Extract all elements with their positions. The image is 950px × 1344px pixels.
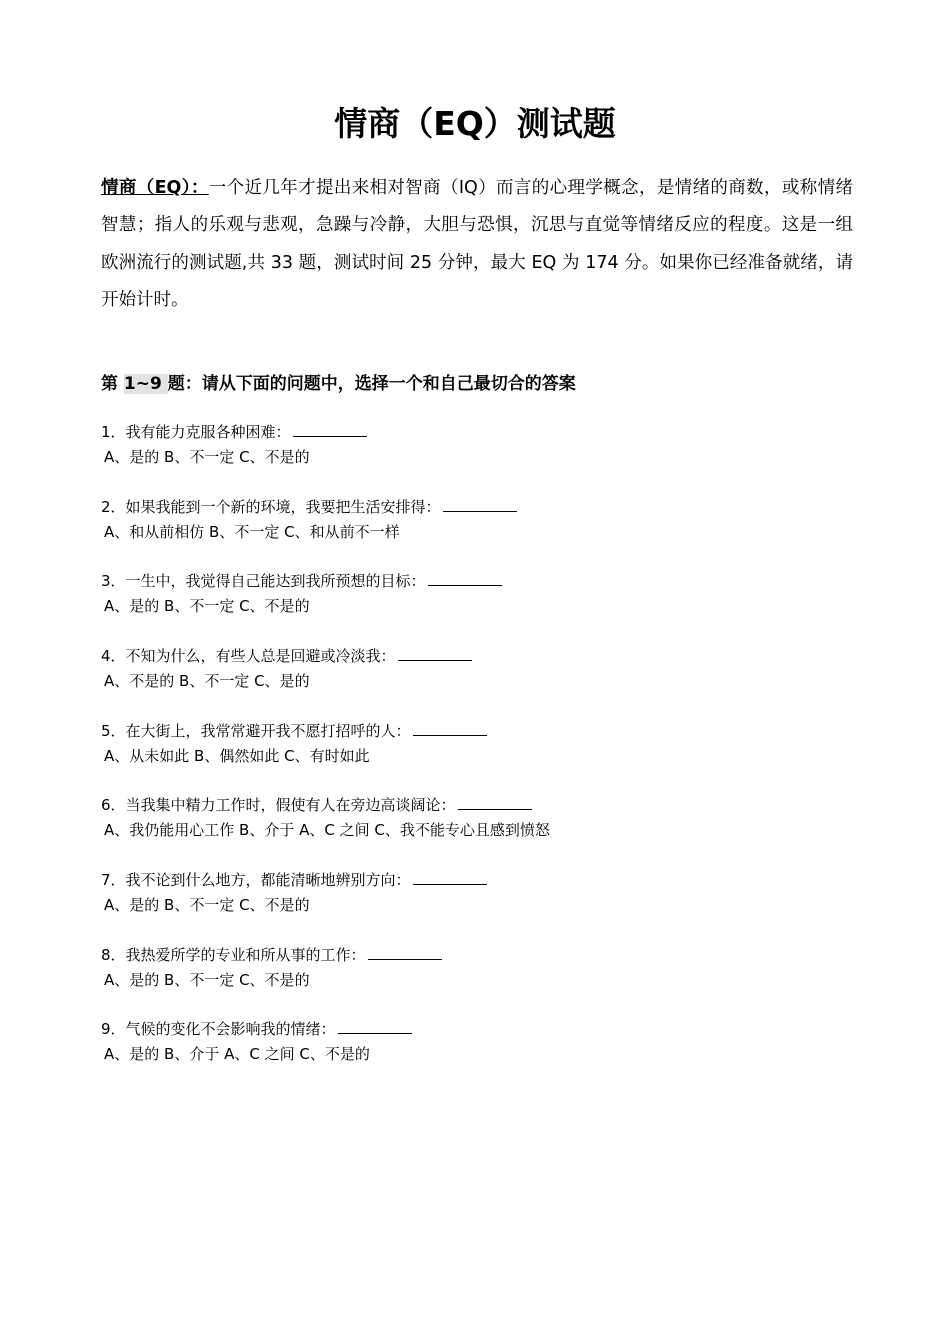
section-heading-range: 1~9	[123, 374, 168, 394]
answer-blank	[413, 721, 487, 736]
intro-text: 一个近几年才提出来相对智商（IQ）而言的心理学概念，是情绪的商数，或称情绪智慧；指人的乐观与悲观，急躁与冷静，大胆与恐惧，沉思与直觉等情绪反应的程度。这是一组欧洲流行的测试题,共 33 题，测试时间 25 分钟，最大 EQ 为 174 分。如果你已经准备就绪，请开始计时。	[101, 178, 853, 310]
answer-blank	[338, 1019, 412, 1034]
question-text: 9．气候的变化不会影响我的情绪：	[101, 1020, 336, 1038]
question-item	[101, 569, 502, 619]
question-text: 1．我有能力克服各种困难：	[101, 423, 291, 441]
answer-options: A、我仍能用心工作 B、介于 A、C 之间 C、我不能专心且感到愤怒	[104, 821, 550, 839]
question-text: 3．一生中，我觉得自己能达到我所预想的目标：	[101, 572, 426, 590]
answer-options: A、是的 B、不一定 C、不是的	[104, 971, 310, 989]
question-text: 5．在大街上，我常常避开我不愿打招呼的人：	[101, 722, 411, 740]
question-item	[101, 943, 442, 993]
answer-blank	[458, 795, 532, 810]
answer-blank	[413, 870, 487, 885]
answer-options: A、是的 B、不一定 C、不是的	[104, 896, 310, 914]
intro-term: 情商（EQ）：	[101, 178, 209, 198]
question-text: 4．不知为什么，有些人总是回避或冷淡我：	[101, 647, 396, 665]
answer-blank	[368, 945, 442, 960]
intro-paragraph	[101, 170, 853, 319]
question-item	[101, 1017, 412, 1067]
answer-options: A、是的 B、介于 A、C 之间 C、不是的	[104, 1045, 370, 1063]
section-heading	[101, 370, 576, 398]
answer-options: A、是的 B、不一定 C、不是的	[104, 448, 310, 466]
answer-blank	[428, 571, 502, 586]
answer-options: A、和从前相仿 B、不一定 C、和从前不一样	[104, 523, 400, 541]
question-text: 8．我热爱所学的专业和所从事的工作：	[101, 946, 366, 964]
section-heading-text: 题：请从下面的问题中，选择一个和自己最切合的答案	[167, 374, 576, 394]
question-text: 6．当我集中精力工作时，假使有人在旁边高谈阔论：	[101, 796, 456, 814]
question-item	[101, 719, 487, 769]
question-item	[101, 793, 550, 843]
answer-options: A、从未如此 B、偶然如此 C、有时如此	[104, 747, 370, 765]
page-title: 情商（EQ）测试题	[334, 104, 616, 143]
answer-blank	[398, 646, 472, 661]
question-item	[101, 495, 517, 545]
question-text: 7．我不论到什么地方，都能清晰地辨别方向：	[101, 871, 411, 889]
answer-options: A、是的 B、不一定 C、不是的	[104, 597, 310, 615]
section-heading-prefix: 第	[101, 374, 124, 394]
answer-blank	[443, 497, 517, 512]
answer-options: A、不是的 B、不一定 C、是的	[104, 672, 310, 690]
question-item	[101, 868, 487, 918]
question-text: 2．如果我能到一个新的环境，我要把生活安排得：	[101, 498, 441, 516]
question-item	[101, 420, 367, 470]
answer-blank	[293, 422, 367, 437]
question-item	[101, 644, 472, 694]
